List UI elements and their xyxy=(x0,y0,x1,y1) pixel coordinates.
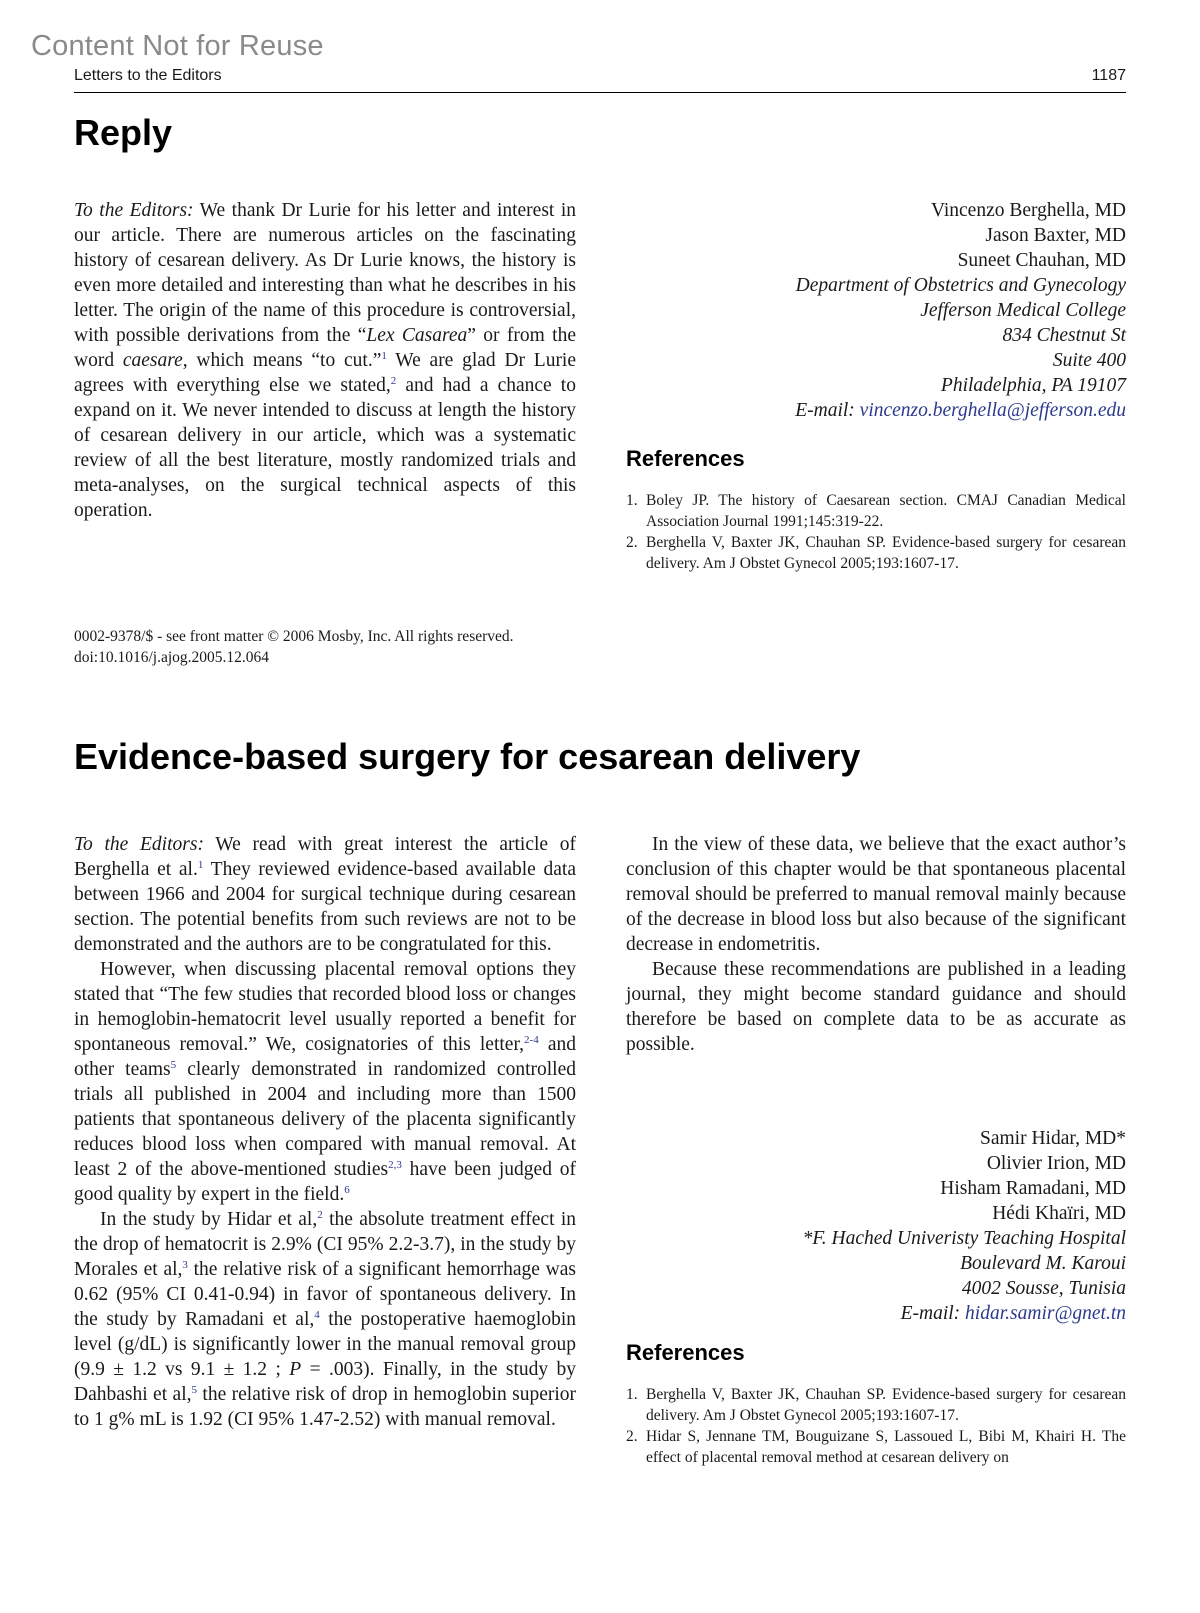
author-name: Suneet Chauhan, MD xyxy=(957,250,1126,271)
citation-link[interactable]: 6 xyxy=(344,1184,350,1196)
text: and had a chance to expand on it. We never intended to discuss at length the history of cesarean delivery in our article, which was a systematic review of all the best literature, mostly randomized trials and meta-analyses, on the surgical technical aspects of this operation. xyxy=(74,375,576,521)
text: have been judged of good quality by expert in the field. xyxy=(74,1159,577,1205)
text-italic: Lex Casarea xyxy=(366,325,468,346)
reply-body xyxy=(74,198,576,523)
text-italic: caesare xyxy=(122,350,183,371)
letter-paragraph xyxy=(74,957,576,1207)
citation-link[interactable]: 5 xyxy=(170,1059,177,1071)
citation-link[interactable]: 1 xyxy=(197,859,204,871)
reference-list xyxy=(626,490,1126,574)
salutation: To the Editors: xyxy=(74,834,204,855)
letter-body-right xyxy=(626,832,1126,1082)
citation-link[interactable]: 2-4 xyxy=(524,1034,539,1046)
citation-link[interactable]: 2,3 xyxy=(388,1159,402,1171)
reference-item xyxy=(626,1426,1126,1468)
text: and other teams xyxy=(74,1034,576,1080)
email-link[interactable]: hidar.samir@gnet.tn xyxy=(965,1303,1126,1324)
letter-paragraph: In the view of these data, we believe that the exact author’s conclusion of this chapter would be that spontaneous placental removal should be preferred to manual removal mainly because of the decrease in blood loss but also because of the significant decrease in endometritis. xyxy=(626,834,1126,955)
letter-body-left xyxy=(74,832,576,1432)
author-name: Olivier Irion, MD xyxy=(986,1153,1126,1174)
citation-link[interactable]: 4 xyxy=(314,1309,320,1321)
address-line: Jefferson Medical College xyxy=(920,300,1126,321)
reference-item xyxy=(626,1384,1126,1426)
email-link[interactable]: vincenzo.berghella@jefferson.edu xyxy=(859,400,1126,421)
text: ” or from the word xyxy=(74,325,576,371)
citation-link[interactable]: 2 xyxy=(390,375,397,387)
page-number: 1187 xyxy=(1091,67,1126,84)
text: We read with great interest the article of Berghella et al. xyxy=(74,834,577,880)
text: We are glad Dr Lurie agrees with everything else we stated, xyxy=(74,350,577,396)
text: the absolute treatment effect in the drop of hematocrit is 2.9% (CI 95% 2.2-3.7), in the study by Morales et al, xyxy=(74,1209,577,1280)
author-name: Samir Hidar, MD* xyxy=(980,1128,1126,1149)
reference-text: Boley JP. The history of Caesarean section. CMAJ Canadian Medical Association Journal 1991;145:319-22. xyxy=(646,492,1126,530)
reference-text: Hidar S, Jennane TM, Bouguizane S, Lassoued L, Bibi M, Khairi H. The effect of placental removal method at cesarean delivery on xyxy=(646,1428,1126,1466)
citation-link[interactable]: 1 xyxy=(381,350,387,362)
letter-paragraph xyxy=(74,1207,576,1432)
author-name: Vincenzo Berghella, MD xyxy=(930,200,1126,221)
reference-number: 1. xyxy=(626,492,638,509)
author-name: Hédi Khaïri, MD xyxy=(992,1203,1126,1224)
watermark: Content Not for Reuse xyxy=(31,30,324,62)
running-head-section: Letters to the Editors xyxy=(74,67,222,84)
email-line xyxy=(795,398,1126,423)
reference-number: 2. xyxy=(626,1428,638,1445)
address-line: *F. Hached Univeristy Teaching Hospital xyxy=(802,1228,1126,1249)
reference-list xyxy=(626,1384,1126,1468)
salutation: To the Editors: xyxy=(74,200,194,221)
text: = .003). Finally, in the study by Dahbashi et al, xyxy=(74,1359,576,1405)
reply-title: Reply xyxy=(74,112,173,153)
text: clearly demonstrated in randomized controlled trials all published in 2004 and including more than 1500 patients that spontaneous delivery of the placenta significantly reduces blood loss when compared with manual removal. At least 2 of the above-mentioned studies xyxy=(74,1059,576,1180)
author-name: Jason Baxter, MD xyxy=(985,225,1126,246)
copyright-notice xyxy=(74,626,594,668)
reference-number: 1. xyxy=(626,1386,638,1403)
text-italic: P xyxy=(289,1359,302,1380)
letter-title: Evidence-based surgery for cesarean delivery xyxy=(74,736,861,777)
reference-text: Berghella V, Baxter JK, Chauhan SP. Evidence-based surgery for cesarean delivery. Am J Obstet Gynecol 2005;193:1607-17. xyxy=(646,534,1126,572)
citation-link[interactable]: 2 xyxy=(317,1209,323,1221)
address-line: Suite 400 xyxy=(1052,350,1126,371)
author-name: Hisham Ramadani, MD xyxy=(940,1178,1126,1199)
copyright-line: 0002-9378/$ - see front matter © 2006 Mosby, Inc. All rights reserved. xyxy=(74,628,514,645)
reference-item xyxy=(626,490,1126,532)
doi-line[interactable]: doi:10.1016/j.ajog.2005.12.064 xyxy=(74,649,270,666)
address-line: Boulevard M. Karoui xyxy=(960,1253,1126,1274)
address-line: 4002 Sousse, Tunisia xyxy=(961,1278,1126,1299)
citation-link[interactable]: 3 xyxy=(182,1259,188,1271)
text: They reviewed evidence-based available data between 1966 and 2004 for surgical technique during cesarean section. The potential benefits from such reviews are not to be demonstrated and the authors are to be congratulated for this. xyxy=(74,859,576,955)
address-line: 834 Chestnut St xyxy=(1002,325,1126,346)
letter-paragraph: Because these recommendations are published in a leading journal, they might become standard guidance and should therefore be based on complete data to be as accurate as possible. xyxy=(626,959,1126,1055)
references-heading: References xyxy=(626,446,745,471)
text: the relative risk of drop in hemoglobin superior to 1 g% mL is 1.92 (CI 95% 1.47-2.52) with manual removal. xyxy=(74,1384,577,1430)
address-line: Philadelphia, PA 19107 xyxy=(940,375,1126,396)
reference-text: Berghella V, Baxter JK, Chauhan SP. Evidence-based surgery for cesarean delivery. Am J Obstet Gynecol 2005;193:1607-17. xyxy=(646,1386,1126,1424)
reference-number: 2. xyxy=(626,534,638,551)
text: In the study by Hidar et al, xyxy=(100,1209,318,1230)
citation-link[interactable]: 5 xyxy=(191,1384,197,1396)
address-line: Department of Obstetrics and Gynecology xyxy=(795,275,1126,296)
text: the relative risk of a significant hemorrhage was 0.62 (95% CI 0.41-0.94) in favor of spontaneous delivery. In the study by Ramadani et al, xyxy=(74,1259,576,1330)
email-label: E-mail: xyxy=(900,1303,966,1324)
email-label: E-mail: xyxy=(795,400,860,421)
letter-paragraph xyxy=(74,832,576,957)
letter-signature xyxy=(803,1126,1126,1326)
reference-item xyxy=(626,532,1126,574)
text: , which means “to cut.” xyxy=(182,350,382,371)
text: We thank Dr Lurie for his letter and interest in our article. There are numerous articles on the fascinating history of cesarean delivery. As Dr Lurie knows, the history is even more detailed and interesting than what he describes in his letter. The origin of the name of this procedure is controversial, with possible derivations from the “ xyxy=(74,200,576,346)
reply-paragraph xyxy=(74,198,576,523)
text: the postoperative haemoglobin level (g/dL) is significantly lower in the manual removal group (9.9 ± 1.2 vs 9.1 ± 1.2 ; xyxy=(74,1309,576,1380)
running-head xyxy=(74,66,1126,93)
references-heading: References xyxy=(626,1340,745,1365)
email-line xyxy=(803,1301,1126,1326)
text: However, when discussing placental removal options they stated that “The few studies that recorded blood loss or changes in hemoglobin-hematocrit level usually reported a benefit for spontaneous removal.” We, cosignatories of this letter, xyxy=(74,959,576,1055)
reply-signature xyxy=(795,198,1126,423)
